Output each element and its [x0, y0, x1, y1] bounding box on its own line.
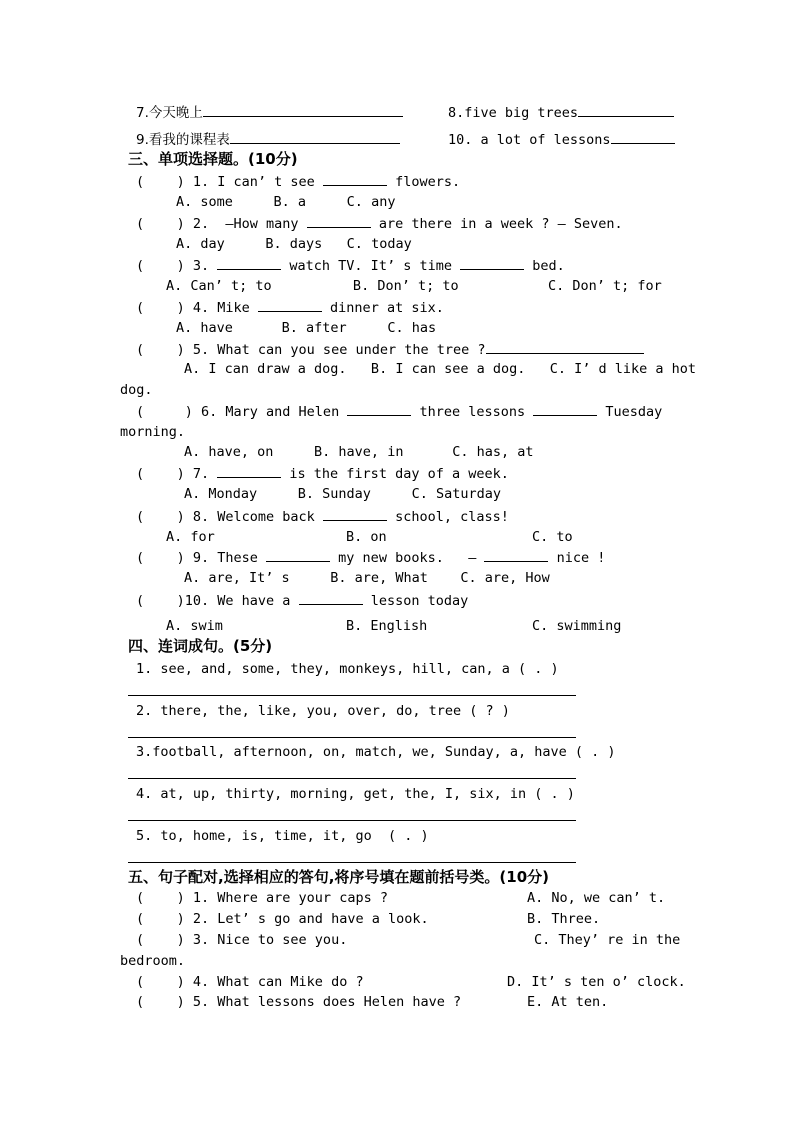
answer-blank[interactable]: [486, 341, 644, 354]
s3-q8-text-a: ( ) 8. Welcome back: [136, 509, 323, 525]
s3-q1-stem: [136, 173, 460, 190]
s4-answer-line-3[interactable]: [128, 778, 576, 779]
answer-blank[interactable]: [323, 508, 387, 521]
s3-q2-text-b: are there in a week ? – Seven.: [370, 216, 623, 232]
s3-q6-text-a: ( ) 6. Mary and Helen: [136, 404, 348, 420]
s3-q7-stem: [136, 465, 509, 482]
s5-answer-b: B. Three.: [527, 911, 601, 927]
s3-q1-text-b: flowers.: [386, 174, 461, 190]
answer-blank[interactable]: [258, 299, 322, 312]
s3-q6-options: A. have, on B. have, in C. has, at: [184, 444, 534, 460]
answer-blank[interactable]: [347, 403, 411, 416]
s3-q9-text-b: my new books. –: [330, 550, 485, 566]
s3-q6-text-b: three lessons: [411, 404, 534, 420]
s3-q7-text-b: is the first day of a week.: [281, 466, 509, 482]
s3-q3-stem: [136, 257, 565, 274]
s4-answer-line-4[interactable]: [128, 820, 576, 821]
s4-answer-line-5[interactable]: [128, 862, 576, 863]
s5-answer-d: D. It’ s ten o’ clock.: [507, 974, 686, 990]
s3-q10-option-a: A. swim: [166, 618, 223, 634]
s5-answer-c: C. They’ re in the: [534, 932, 681, 948]
answer-blank[interactable]: [307, 215, 371, 228]
translate-q9: [136, 131, 400, 148]
s3-q8-option-b: B. on: [346, 529, 387, 545]
s3-q9-options: A. are, It’ s B. are, What C. are, How: [184, 570, 550, 586]
answer-blank[interactable]: [460, 257, 524, 270]
answer-blank[interactable]: [484, 549, 548, 562]
s5-answer-a: A. No, we can’ t.: [527, 890, 666, 906]
translate-q10-text: 10. a lot of lessons: [448, 132, 611, 148]
answer-blank[interactable]: [299, 592, 363, 605]
s3-q9-stem: [136, 549, 605, 566]
answer-blank[interactable]: [578, 104, 674, 117]
translate-q7-text: 7.今天晚上: [136, 105, 203, 121]
s3-q1-text-a: ( ) 1. I can’ t see: [136, 174, 323, 190]
s3-q8-text-b: school, class!: [386, 509, 509, 525]
translate-q8-text: 8.five big trees: [448, 105, 579, 121]
translate-q9-text: 9.看我的课程表: [136, 132, 230, 148]
s3-q10-text-b: lesson today: [362, 593, 469, 609]
s3-q8-option-c: C. to: [532, 529, 573, 545]
answer-blank[interactable]: [611, 131, 675, 144]
s3-q6-text-c: Tuesday: [597, 404, 663, 420]
s3-q1-options: A. some B. a C. any: [176, 194, 396, 210]
s3-q10-text-a: ( )10. We have a: [136, 593, 299, 609]
s3-q5-options: A. I can draw a dog. B. I can see a dog. C. I’ d like a hot: [184, 361, 697, 377]
s5-wrap: bedroom.: [120, 953, 186, 969]
answer-blank[interactable]: [203, 104, 403, 117]
s3-q5-wrap: dog.: [120, 382, 153, 398]
s3-q9-text-a: ( ) 9. These: [136, 550, 267, 566]
s3-q7-options: A. Monday B. Sunday C. Saturday: [184, 486, 501, 502]
s3-q10-option-c: C. swimming: [532, 618, 622, 634]
s3-q5-text-a: ( ) 5. What can you see under the tree ?: [136, 342, 486, 358]
s5-answer-e: E. At ten.: [527, 994, 609, 1010]
s3-q8-option-a: A. for: [166, 529, 215, 545]
s3-q3-options: A. Can’ t; to B. Don’ t; to C. Don’ t; for: [166, 278, 662, 294]
s4-answer-line-2[interactable]: [128, 737, 576, 738]
s4-item-5: 5. to, home, is, time, it, go ( . ): [136, 828, 429, 844]
answer-blank[interactable]: [217, 465, 281, 478]
s5-question-3: ( ) 3. Nice to see you.: [136, 932, 348, 948]
s3-q6-stem: [136, 403, 662, 420]
answer-blank[interactable]: [230, 131, 400, 144]
section4-title: 四、连词成句。(5分): [128, 637, 273, 655]
s3-q4-options: A. have B. after C. has: [176, 320, 437, 336]
s5-question-2: ( ) 2. Let’ s go and have a look.: [136, 911, 429, 927]
s3-q10-stem: [136, 592, 468, 609]
s4-item-3: 3.football, afternoon, on, match, we, Sunday, a, have ( . ): [136, 744, 616, 760]
s3-q8-stem: [136, 508, 509, 525]
s3-q6-wrap: morning.: [120, 424, 186, 440]
answer-blank[interactable]: [266, 549, 330, 562]
answer-blank[interactable]: [533, 403, 597, 416]
s3-q4-stem: [136, 299, 444, 316]
s3-q7-text-a: ( ) 7.: [136, 466, 218, 482]
s4-item-4: 4. at, up, thirty, morning, get, the, I, six, in ( . ): [136, 786, 575, 802]
answer-blank[interactable]: [217, 257, 281, 270]
s3-q2-options: A. day B. days C. today: [176, 236, 412, 252]
s4-item-2: 2. there, the, like, you, over, do, tree ( ? ): [136, 703, 510, 719]
s3-q3-text-b: watch TV. It’ s time: [281, 258, 461, 274]
translate-q10: [448, 131, 675, 148]
s3-q4-text-b: dinner at six.: [321, 300, 444, 316]
s3-q3-text-a: ( ) 3.: [136, 258, 218, 274]
section5-title: 五、句子配对,选择相应的答句,将序号填在题前括号类。(10分): [128, 868, 549, 886]
translate-q8: [448, 104, 674, 121]
answer-blank[interactable]: [323, 173, 387, 186]
s5-question-4: ( ) 4. What can Mike do ?: [136, 974, 364, 990]
s4-item-1: 1. see, and, some, they, monkeys, hill, can, a ( . ): [136, 661, 559, 677]
section3-title: 三、单项选择题。(10分): [128, 150, 298, 168]
s5-question-1: ( ) 1. Where are your caps ?: [136, 890, 388, 906]
s3-q5-stem: [136, 341, 644, 358]
s4-answer-line-1[interactable]: [128, 695, 576, 696]
s5-question-5: ( ) 5. What lessons does Helen have ?: [136, 994, 462, 1010]
s3-q9-text-c: nice !: [548, 550, 606, 566]
s3-q2-text-a: ( ) 2. –How many: [136, 216, 307, 232]
s3-q3-text-c: bed.: [524, 258, 565, 274]
s3-q4-text-a: ( ) 4. Mike: [136, 300, 258, 316]
s3-q2-stem: [136, 215, 623, 232]
s3-q10-option-b: B. English: [346, 618, 428, 634]
translate-q7: [136, 104, 403, 121]
